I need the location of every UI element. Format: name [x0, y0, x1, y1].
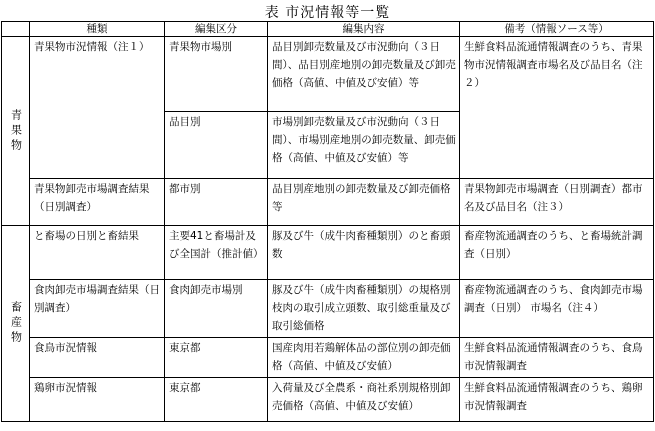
cell-division: 東京都 — [165, 378, 268, 422]
cell-division: 青果物市場別 — [165, 37, 268, 112]
cell-remarks: 畜産物流通調査のうち、と畜場統計調査（日別） — [460, 226, 654, 280]
table-row — [2, 179, 654, 226]
cell-content: 国産肉用若鶏解体品の部位別の卸売価格（高値、中値及び安値） — [268, 338, 460, 378]
header-row — [2, 22, 654, 37]
cell-remarks: 生鮮食料品流通情報調査のうち、鶏卵市況情報調査 — [460, 378, 654, 422]
category-livestock: 畜産物 — [2, 226, 30, 422]
cell-remarks: 生鮮食料品流通情報調査のうち、青果物市況情報調査市場名及び品目名（注２） — [460, 37, 654, 179]
header-blank — [2, 22, 30, 37]
page-title: 表 市況情報等一覧 — [264, 5, 391, 21]
market-info-table — [1, 21, 654, 422]
cell-type: と畜場の日別と畜結果 — [30, 226, 165, 280]
cell-content: 品目別産地別の卸売数量及び卸売価格等 — [268, 179, 460, 226]
cell-remarks: 生鮮食料品流通情報調査のうち、食鳥市況情報調査 — [460, 338, 654, 378]
cell-type: 青果物卸売市場調査結果（日別調査） — [30, 179, 165, 226]
cell-division: 品目別 — [165, 112, 268, 179]
cell-division: 東京都 — [165, 338, 268, 378]
header-remarks: 備考（情報ソース等） — [460, 22, 654, 37]
header-division: 編集区分 — [165, 22, 268, 37]
cell-content: 品目別卸売数量及び市況動向（３日間）、品目別産地別の卸売数量及び卸売価格（高値、中値及び安値）等 — [268, 37, 460, 112]
cell-type: 鶏卵市況情報 — [30, 378, 165, 422]
cell-type: 食肉卸売市場調査結果（日別調査） — [30, 280, 165, 338]
cell-content: 豚及び牛（成牛肉畜種類別）のと畜頭数 — [268, 226, 460, 280]
category-fruits-veg: 青果物 — [2, 37, 30, 226]
header-content: 編集内容 — [268, 22, 460, 37]
cell-content: 市場別卸売数量及び市況動向（３日間）、市場別産地別の卸売数量、卸売価格（高値、中値及び安値）等 — [268, 112, 460, 179]
cell-type: 食鳥市況情報 — [30, 338, 165, 378]
table-row — [2, 378, 654, 422]
cell-division: 都市別 — [165, 179, 268, 226]
header-type: 種類 — [30, 22, 165, 37]
table-row — [2, 280, 654, 338]
cell-remarks: 青果物卸売市場調査（日別調査）都市名及び品目名（注３） — [460, 179, 654, 226]
table-row — [2, 226, 654, 280]
cell-content: 入荷量及び全農系・商社系別規格別卸売価格（高値、中値及び安値） — [268, 378, 460, 422]
table-row — [2, 37, 654, 112]
cell-remarks: 畜産物流通調査のうち、食肉卸売市場調査（日別） 市場名（注４） — [460, 280, 654, 338]
cell-content: 豚及び牛（成牛肉畜種類別）の規格別枝肉の取引成立頭数、取引総重量及び取引総価格 — [268, 280, 460, 338]
cell-type: 青果物市況情報（注１） — [30, 37, 165, 179]
cell-division: 主要41と畜場計及び全国計（推計値） — [165, 226, 268, 280]
cell-division: 食肉卸売市場別 — [165, 280, 268, 338]
table-row — [2, 338, 654, 378]
